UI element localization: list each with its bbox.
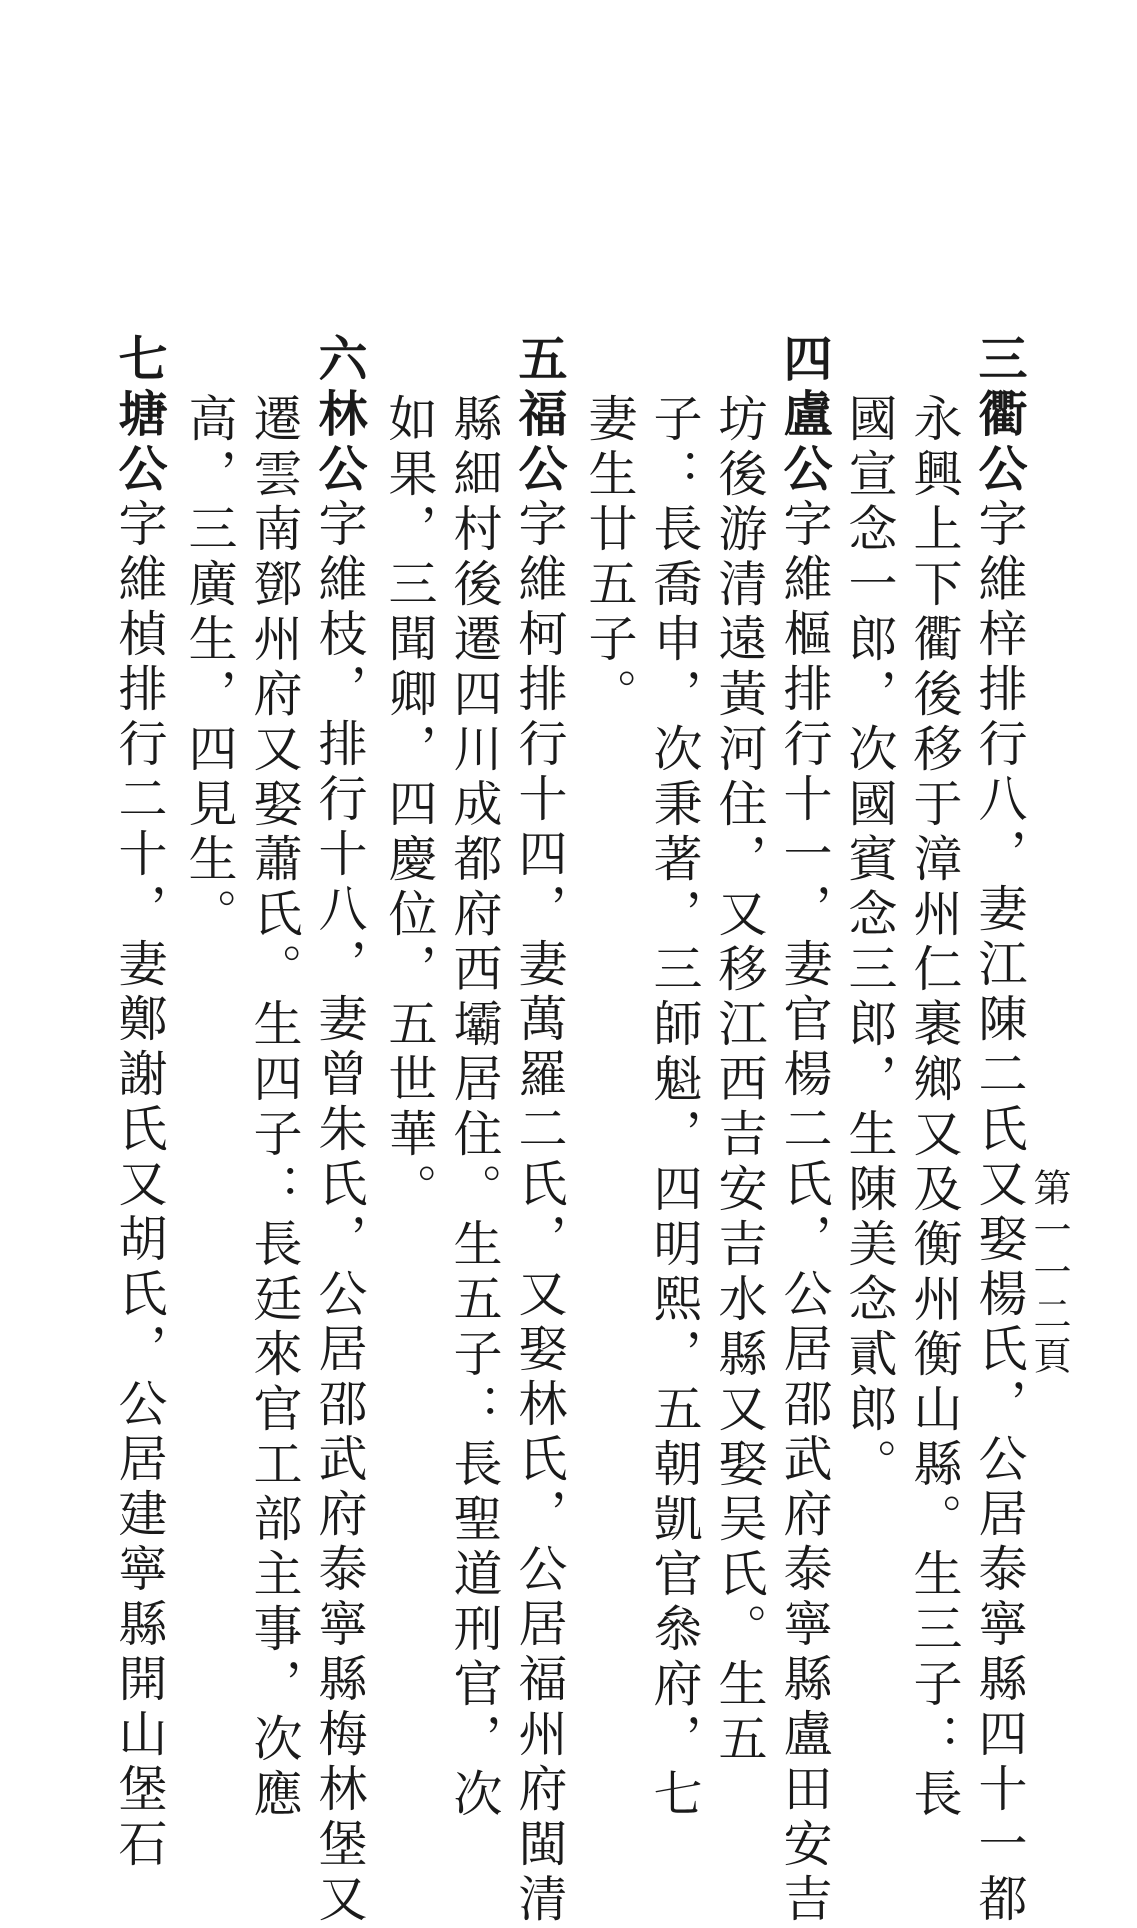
entry-text: 子：長喬申，次秉著，三師魁，四明熙，五朝凱官叅府，七 (646, 393, 703, 1823)
entry-heading: 三衢公 (971, 333, 1028, 498)
column-continuation (381, 393, 438, 1218)
entry-text: 字維枝，排行十八，妻曾朱氏，公居邵武府泰寧縣梅林堡又 (311, 498, 368, 1928)
column-continuation (246, 393, 303, 1823)
entry-text: 字維樞排行十一，妻官楊二氏，公居邵武府泰寧縣盧田安吉 (776, 498, 833, 1928)
entry-heading: 四盧公 (776, 333, 833, 498)
column-wu-fu-gong (511, 333, 568, 1928)
column-qi-tang-gong (111, 333, 168, 1873)
entry-text: 國宣念一郎，次國賓念三郎，生陳美念貳郎。 (841, 393, 898, 1493)
column-liu-lin-gong (311, 333, 368, 1928)
column-continuation (841, 393, 898, 1493)
column-continuation (906, 393, 963, 1823)
column-continuation (711, 393, 768, 1768)
entry-text: 字維柯排行十四，妻萬羅二氏，又娶林氏，公居福州府閩清 (511, 498, 568, 1928)
entry-text: 字維梓排行八，妻江陳二氏又娶楊氏，公居泰寧縣四十一都 (971, 498, 1028, 1928)
column-continuation (181, 393, 238, 943)
column-si-lu-gong (776, 333, 833, 1928)
entry-text: 如果，三聞卿，四慶位，五世華。 (381, 393, 438, 1218)
entry-heading: 六林公 (311, 333, 368, 498)
entry-text: 妻生廿五子。 (581, 393, 638, 723)
column-san-qu-gong (971, 333, 1028, 1928)
page-number: 第一一二頁 (1027, 1168, 1071, 1378)
column-continuation (646, 393, 703, 1823)
entry-text: 遷雲南鄧州府又娶蕭氏。生四子：長廷來官工部主事，次應 (246, 393, 303, 1823)
entry-text: 坊後游清遠黃河住，又移江西吉安吉水縣又娶吴氏。生五 (711, 393, 768, 1768)
column-continuation (446, 393, 503, 1823)
entry-heading: 五福公 (511, 333, 568, 498)
entry-text: 永興上下衢後移于漳州仁裹鄉又及衡州衡山縣。生三子：長 (906, 393, 963, 1823)
entry-text: 字維楨排行二十，妻鄭謝氏又胡氏，公居建寧縣開山堡石 (111, 498, 168, 1873)
column-continuation (581, 393, 638, 723)
entry-text: 縣細村後遷四川成都府西壩居住。生五子：長聖道刑官，次 (446, 393, 503, 1823)
entry-text: 高，三廣生，四見生。 (181, 393, 238, 943)
entry-heading: 七塘公 (111, 333, 168, 498)
